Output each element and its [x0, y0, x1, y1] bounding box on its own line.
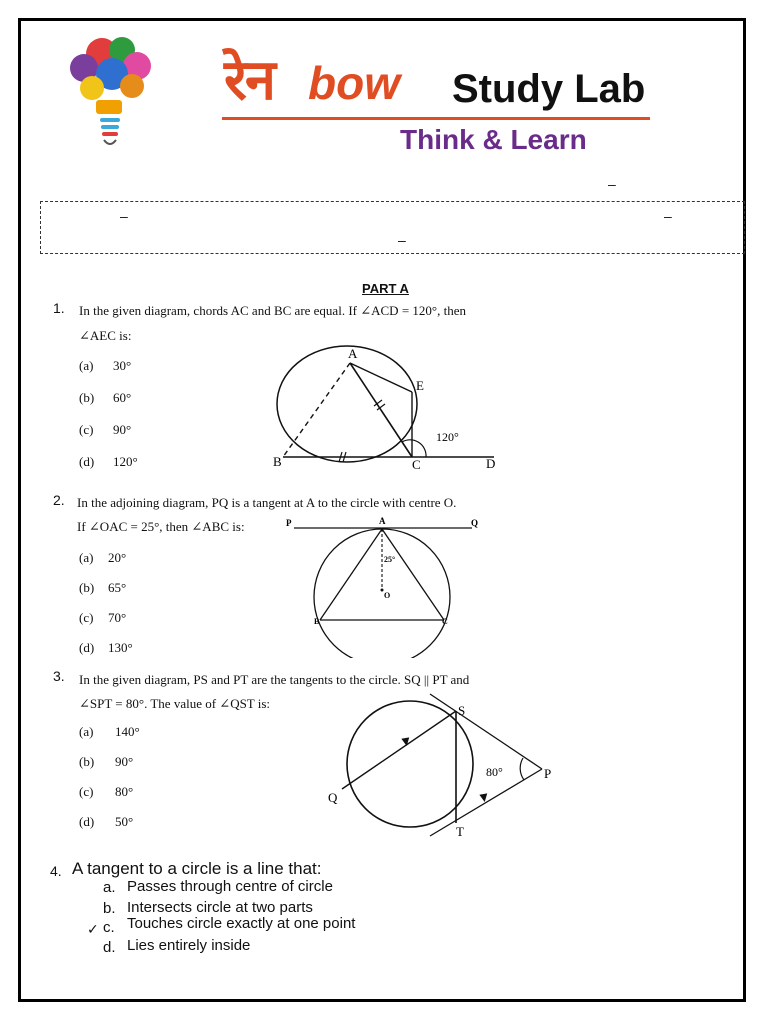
question-2-diagram — [280, 512, 490, 658]
option-label: (b) — [79, 580, 95, 595]
brand-name: Study Lab — [452, 67, 646, 111]
option-label: d. — [103, 939, 116, 956]
option-value: Touches circle exactly at one point — [127, 915, 356, 932]
diagram-label: C — [412, 457, 421, 470]
option-label: b. — [103, 900, 116, 917]
option-label: (c) — [79, 784, 94, 799]
option-value: Intersects circle at two parts — [127, 899, 313, 916]
diagram-label: T — [456, 824, 464, 839]
option-label: (d) — [79, 640, 95, 655]
option-label: (b) — [79, 754, 95, 769]
question-number: 4. — [50, 863, 62, 879]
section-title: PART A — [362, 281, 409, 296]
brand-devanagari: रेन — [224, 48, 274, 111]
info-box — [40, 201, 745, 254]
diagram-label: A — [348, 346, 358, 361]
brand-bow: bow — [308, 57, 400, 109]
option-label: (a) — [79, 550, 94, 565]
diagram-label: O — [384, 591, 391, 600]
brand-tagline: Think & Learn — [400, 124, 587, 155]
option-label: (a) — [79, 358, 94, 373]
question-text: In the given diagram, PS and PT are the tangents to the circle. SQ || PT and — [79, 672, 470, 687]
info-mark: – — [120, 208, 128, 224]
option-value: 90° — [113, 422, 132, 437]
option-label: (c) — [79, 610, 94, 625]
header-mark: – — [608, 176, 616, 192]
option-label: (d) — [79, 814, 95, 829]
question-number: 3. — [53, 668, 65, 684]
option-value: 120° — [113, 454, 138, 469]
question-text: ∠AEC is: — [79, 328, 132, 343]
check-mark-icon: ✓ — [87, 921, 99, 937]
diagram-label: Q — [471, 518, 479, 528]
diagram-label: A — [379, 516, 386, 526]
option-value: Lies entirely inside — [127, 937, 251, 954]
diagram-label: 80° — [486, 765, 503, 779]
question-text: If ∠OAC = 25°, then ∠ABC is: — [77, 519, 245, 534]
option-value: 70° — [108, 610, 127, 625]
option-label: (d) — [79, 454, 95, 469]
option-value: 20° — [108, 550, 127, 565]
diagram-label: Q — [328, 790, 338, 805]
diagram-label: C — [442, 617, 448, 626]
option-value: 130° — [108, 640, 133, 655]
option-value: 90° — [115, 754, 134, 769]
option-value: 80° — [115, 784, 134, 799]
diagram-label: S — [458, 703, 466, 718]
option-value: 140° — [115, 724, 140, 739]
option-value: 50° — [115, 814, 134, 829]
diagram-label: B — [273, 454, 282, 469]
diagram-label: D — [486, 456, 496, 470]
question-text: ∠SPT = 80°. The value of ∠QST is: — [79, 696, 271, 711]
lightbulb-logo-icon — [62, 30, 162, 155]
option-value: 60° — [113, 390, 132, 405]
diagram-label: E — [416, 378, 424, 393]
question-1-diagram — [266, 344, 516, 470]
question-number: 1. — [53, 300, 65, 316]
brand-underline — [222, 117, 650, 120]
diagram-label: 25° — [384, 555, 396, 564]
diagram-label: P — [286, 518, 292, 528]
question-3-diagram — [320, 690, 570, 842]
option-label: (c) — [79, 422, 94, 437]
option-label: (b) — [79, 390, 95, 405]
diagram-label: P — [544, 766, 552, 781]
diagram-label: B — [314, 617, 320, 626]
option-label: c. — [103, 919, 115, 936]
option-value: Passes through centre of circle — [127, 878, 333, 895]
question-number: 2. — [53, 492, 65, 508]
question-text: In the adjoining diagram, PQ is a tangent at A to the circle with centre O. — [77, 495, 457, 510]
diagram-label: 120° — [436, 430, 459, 444]
info-mark: – — [664, 208, 672, 224]
option-label: (a) — [79, 724, 94, 739]
option-value: 30° — [113, 358, 132, 373]
info-mark: – — [398, 232, 406, 248]
option-value: 65° — [108, 580, 127, 595]
question-text: A tangent to a circle is a line that: — [72, 859, 322, 878]
question-text: In the given diagram, chords AC and BC are equal. If ∠ACD = 120°, then — [79, 303, 466, 318]
option-label: a. — [103, 879, 116, 896]
